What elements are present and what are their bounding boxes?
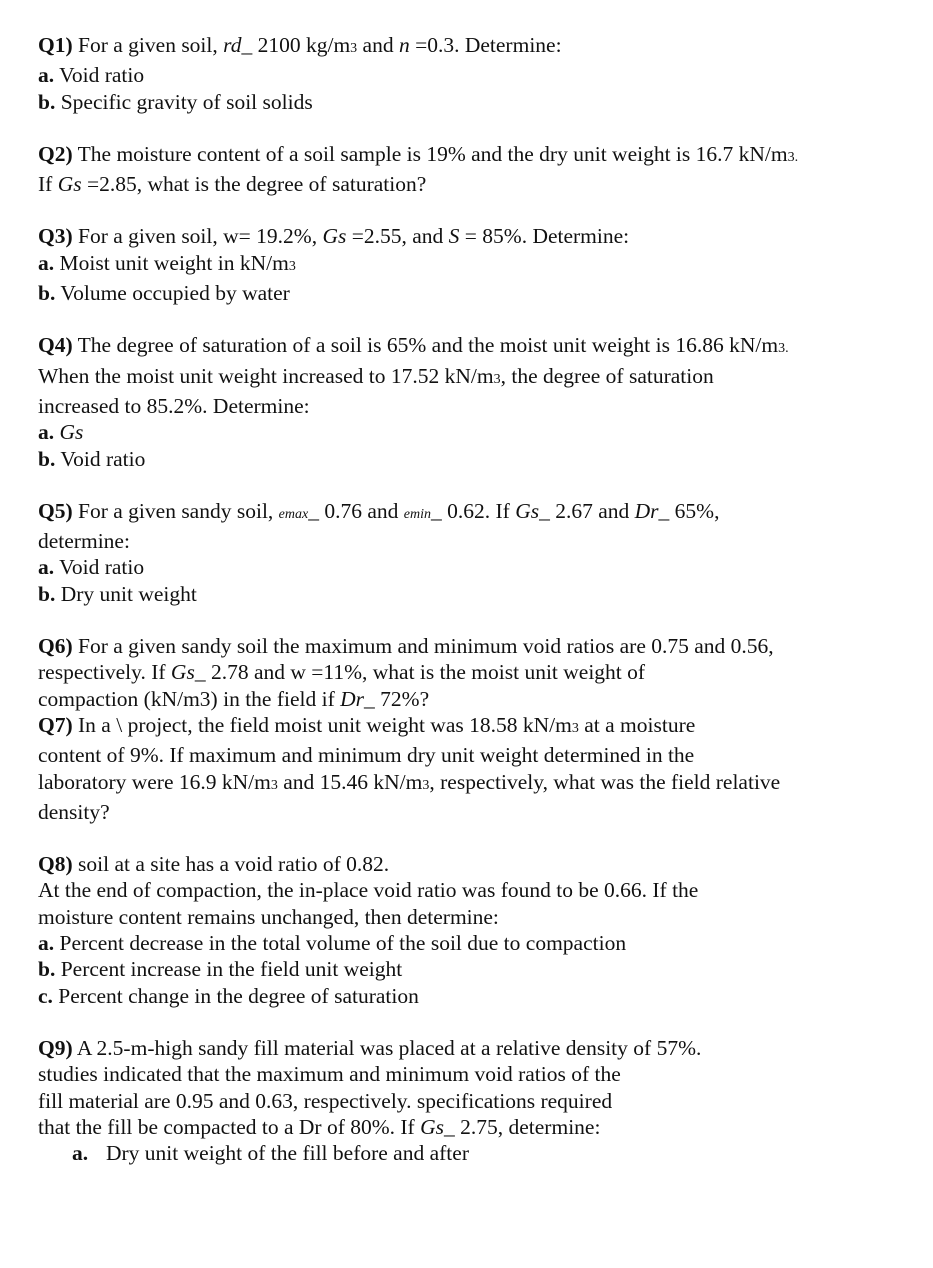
question-1-part-a: a. Void ratio <box>38 63 145 88</box>
question-4-part-a: a. Gs <box>38 420 84 445</box>
question-8-part-a: a. Percent decrease in the total volume of the soil due to compaction <box>38 931 627 956</box>
question-8: Q8) soil at a site has a void ratio of 0.82. At the end of compaction, the in-place void ratio was found to be 0.66. If the moisture content remains unchanged, then determine: a. Percent decrease in the total volume of the soil due to compaction b. Percent increase in the field unit weight c. Percent change in the degree of saturation <box>38 851 918 1009</box>
problem-sheet <box>38 32 918 1192</box>
question-5-part-b: b. Dry unit weight <box>38 581 197 606</box>
question-number: Q3) <box>38 224 73 249</box>
question-9-part-a: a. Dry unit weight of the fill before and after <box>72 1141 469 1166</box>
question-4-prompt: Q4) The degree of saturation of a soil is 65% and the moist unit weight is 16.86 kN/m3. <box>38 333 789 358</box>
question-5-part-a: a. Void ratio <box>38 555 145 580</box>
question-6-prompt: Q6) For a given sandy soil the maximum and minimum void ratios are 0.75 and 0.56, <box>38 634 774 659</box>
question-1 <box>38 32 918 115</box>
question-1-part-b: b. Specific gravity of soil solids <box>38 89 313 114</box>
question-4-part-b: b. Void ratio <box>38 446 146 471</box>
question-number: Q7) <box>38 712 73 737</box>
question-5-prompt: Q5) For a given sandy soil, emax_ 0.76 and emin_ 0.62. If Gs_ 2.67 and Dr_ 65%, <box>38 498 720 523</box>
question-2: Q2) The moisture content of a soil sample is 19% and the dry unit weight is 16.7 kN/m3. If Gs =2.85, what is the degree of saturation? <box>38 141 918 198</box>
question-8-prompt: Q8) soil at a site has a void ratio of 0.82. <box>38 852 390 877</box>
question-8-part-b: b. Percent increase in the field unit weight <box>38 957 403 982</box>
question-number: Q2) <box>38 141 73 166</box>
question-3-part-b: b. Volume occupied by water <box>38 281 290 306</box>
question-number: Q1) <box>38 33 73 57</box>
question-8-part-c: c. Percent change in the degree of saturation <box>38 983 419 1008</box>
question-2-prompt: Q2) The moisture content of a soil sample is 19% and the dry unit weight is 16.7 kN/m3. <box>38 141 799 166</box>
question-7-prompt: Q7) In a \ project, the field moist unit weight was 18.58 kN/m3 at a moisture <box>38 712 696 737</box>
question-number: Q6) <box>38 634 73 659</box>
question-4: Q4) The degree of saturation of a soil is 65% and the moist unit weight is 16.86 kN/m3. When the moist unit weight increased to 17.52 kN/m3, the degree of saturation increased to 85.2%. Determine: a. Gs b. Void ratio <box>38 332 918 471</box>
question-3-part-a: a. Moist unit weight in kN/m3 <box>38 250 296 275</box>
question-number: Q4) <box>38 333 73 358</box>
question-1-prompt: Q1) For a given soil, rd_ 2100 kg/m3 and n =0.3. Determine: <box>38 33 562 57</box>
question-number: Q9) <box>38 1035 73 1060</box>
question-3-prompt: Q3) For a given soil, w= 19.2%, Gs =2.55, and S = 85%. Determine: <box>38 224 630 249</box>
question-5: Q5) For a given sandy soil, emax_ 0.76 and emin_ 0.62. If Gs_ 2.67 and Dr_ 65%, determine: a. Void ratio b. Dry unit weight <box>38 498 918 607</box>
question-9: Q9) A 2.5-m-high sandy fill material was placed at a relative density of 57%. studies indicated that the maximum and minimum void ratios of the fill material are 0.95 and 0.63, respectively. specifications required that the fill be compacted to a Dr of 80%. If Gs_ 2.75, determine: a. Dry unit weight of the fill before and after <box>38 1035 918 1166</box>
question-7: Q7) In a \ project, the field moist unit weight was 18.58 kN/m3 at a moisture content of 9%. If maximum and minimum dry unit weight determined in the laboratory were 16.9 kN/m3 and 15.46 kN/m3, respectively, what was the field relative density? <box>38 712 918 825</box>
question-number: Q5) <box>38 498 73 523</box>
question-number: Q8) <box>38 852 73 877</box>
question-9-prompt: Q9) A 2.5-m-high sandy fill material was placed at a relative density of 57%. <box>38 1035 702 1060</box>
question-3 <box>38 223 918 306</box>
question-6: Q6) For a given sandy soil the maximum and minimum void ratios are 0.75 and 0.56, respectively. If Gs_ 2.78 and w =11%, what is the moist unit weight of compaction (kN/m3) in the field if Dr_ 72%? <box>38 633 918 712</box>
